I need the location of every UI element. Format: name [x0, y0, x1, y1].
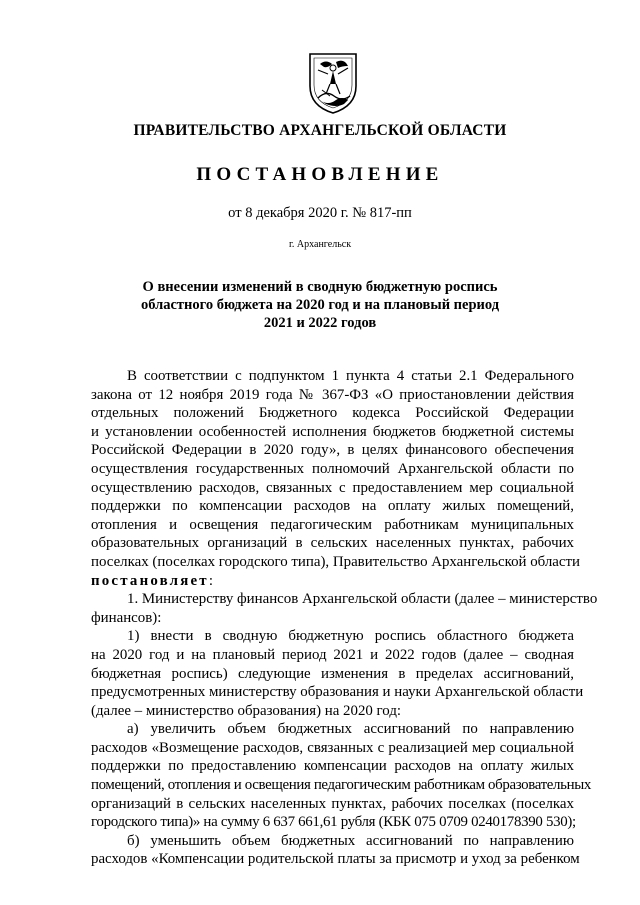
date-and-number: от 8 декабря 2020 г. № 817-пп — [228, 205, 412, 221]
body-line: предусмотренных министерству образования и науки Архангельской области — [91, 684, 584, 701]
body-line: помещений, отопления и освещения педагогическим работникам образовательных — [91, 777, 591, 794]
body-line: 1. Министерству финансов Архангельской области (далее – министерство — [127, 591, 598, 608]
document-body — [91, 367, 598, 869]
body-line: Российской Федерации в 2020 году», в целях финансового обеспечения — [91, 442, 574, 459]
body-line: поддержки по предоставлению компенсации расходов на оплату жилых — [91, 758, 574, 775]
coat-of-arms-emblem — [306, 50, 360, 116]
body-line: осуществления государственных полномочий Архангельской области по — [91, 460, 574, 477]
document-title — [0, 278, 640, 332]
body-line: б) уменьшить объем бюджетных ассигнований по направлению — [127, 832, 574, 849]
body-line: на 2020 год и на плановый период 2021 и 2022 годов (далее – сводная — [91, 646, 574, 663]
body-line: отопления и освещения педагогическим работникам муниципальных — [91, 516, 574, 533]
body-line: а) увеличить объем бюджетных ассигнований по направлению — [127, 721, 574, 738]
body-line: (далее – министерство образования) на 2020 год: — [91, 702, 402, 719]
body-line: и установлении особенностей исполнения бюджетов бюджетной системы — [91, 423, 574, 440]
government-name: ПРАВИТЕЛЬСТВО АРХАНГЕЛЬСКОЙ ОБЛАСТИ — [133, 122, 507, 139]
body-line: отдельных положений Бюджетного кодекса Российской Федерации — [91, 405, 574, 422]
resolution-word: постановляет — [91, 572, 209, 589]
body-line: осуществлению расходов, связанных с предоставлением мер социальной — [91, 479, 574, 496]
body-line-resolution: постановляет: — [91, 572, 213, 589]
body-line: организаций в сельских населенных пунктах, рабочих поселках (поселках — [91, 795, 574, 812]
title-line: О внесении изменений в сводную бюджетную роспись — [142, 279, 498, 295]
title-line: областного бюджета на 2020 год и на плановый период — [140, 297, 500, 313]
document-type: ПОСТАНОВЛЕНИЕ — [196, 164, 444, 185]
city-name: г. Архангельск — [288, 239, 352, 250]
body-line: В соответствии с подпунктом 1 пункта 4 статьи 2.1 Федерального — [127, 368, 574, 384]
body-line: городского типа)» на сумму 6 637 661,61 рубля (КБК 075 0709 0240178390 530); — [91, 814, 576, 831]
body-line: расходов «Возмещение расходов, связанных с реализацией мер социальной — [91, 739, 574, 756]
body-line: финансов): — [91, 609, 162, 626]
body-line: бюджетная роспись) следующие изменения в пределах ассигнований, — [91, 665, 574, 682]
body-line: закона от 12 ноября 2019 года № 367-ФЗ «О приостановлении действия — [91, 386, 574, 403]
title-line: 2021 и 2022 годов — [263, 315, 377, 331]
body-line: поселках (поселках городского типа), Правительство Архангельской области — [91, 553, 581, 570]
body-line: расходов «Компенсации родительской платы за присмотр и уход за ребенком — [91, 851, 580, 868]
body-line: образовательных организаций в сельских населенных пунктах, рабочих — [91, 535, 574, 552]
body-line: поддержки по компенсации расходов на оплату жилых помещений, — [91, 498, 574, 515]
body-line: 1) внести в сводную бюджетную роспись областного бюджета — [127, 628, 574, 645]
